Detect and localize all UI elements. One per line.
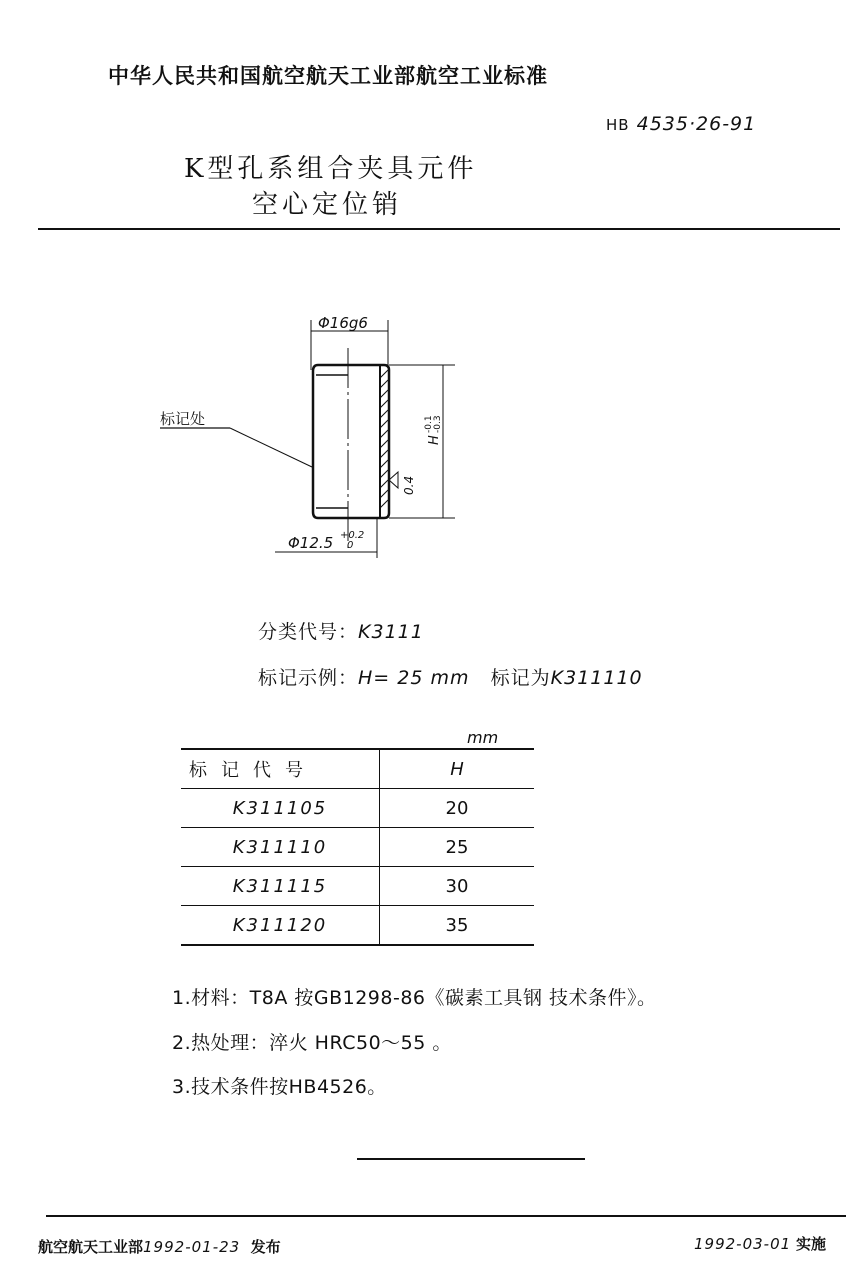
cell-code: K311110	[181, 828, 380, 867]
implementation-info	[694, 1233, 826, 1254]
height-label: H	[427, 435, 442, 445]
inner-tol-upper: +0.2	[340, 530, 365, 541]
roughness-label: 0.4	[402, 475, 416, 495]
inner-diameter-label: Φ12.5	[288, 534, 334, 552]
end-of-text-rule	[357, 1158, 585, 1160]
classification-code	[258, 617, 424, 644]
issue-label: 发布	[250, 1238, 281, 1256]
header-marking-code: 标记代号	[181, 749, 380, 789]
outer-diameter-label: Φ16g6	[318, 314, 368, 332]
marking-example-label: 标记示例：	[258, 667, 359, 689]
standard-prefix: HB	[606, 116, 630, 134]
issuer: 航空航天工业部	[38, 1238, 144, 1256]
table-row	[181, 828, 534, 867]
standard-code: 4535·26-91	[636, 113, 757, 135]
issue-date: 1992-01-23	[143, 1238, 241, 1256]
issuing-organization-header: 中华人民共和国航空航天工业部航空工业标准	[108, 64, 548, 88]
marking-example-result-value: K311110	[550, 667, 643, 689]
document-title-line-2: 空心定位销	[252, 190, 403, 220]
document-title-line-1: K型孔系组合夹具元件	[184, 154, 478, 184]
table-header-row	[181, 749, 534, 789]
table-unit: mm	[467, 728, 499, 747]
height-tol-upper: -0.1	[424, 415, 434, 433]
note-heat-treatment: 2.热处理：淬火 HRC50～55 。	[172, 1032, 452, 1054]
issue-info	[38, 1236, 281, 1257]
marking-example-result-label: 标记为	[490, 667, 551, 689]
cell-code: K311115	[181, 867, 380, 906]
implement-date: 1992-03-01	[694, 1235, 792, 1253]
note-material: 1.材料：T8A 按GB1298-86《碳素工具钢 技术条件》。	[172, 987, 657, 1009]
cell-height: 20	[380, 789, 535, 828]
classification-value: K3111	[358, 621, 424, 643]
cell-height: 30	[380, 867, 535, 906]
cell-code: K311105	[181, 789, 380, 828]
marking-example	[258, 663, 643, 690]
table-row	[181, 906, 534, 946]
note-technical-conditions: 3.技术条件按HB4526。	[172, 1076, 387, 1098]
marking-code-table	[181, 748, 534, 946]
implement-label: 实施	[795, 1235, 826, 1253]
table-row	[181, 867, 534, 906]
header-divider	[38, 228, 840, 230]
marking-location-label: 标记处	[160, 410, 206, 428]
header-height: H	[380, 749, 535, 789]
technical-drawing	[140, 290, 480, 570]
marking-example-condition: H= 25 mm	[358, 667, 470, 689]
cell-height: 35	[380, 906, 535, 946]
cell-height: 25	[380, 828, 535, 867]
table-row	[181, 789, 534, 828]
height-tol-lower: -0.3	[433, 415, 443, 433]
classification-label: 分类代号：	[258, 621, 359, 643]
standard-number	[606, 113, 756, 135]
cell-code: K311120	[181, 906, 380, 946]
footer-divider	[46, 1215, 846, 1217]
inner-tol-lower: 0	[347, 540, 354, 551]
